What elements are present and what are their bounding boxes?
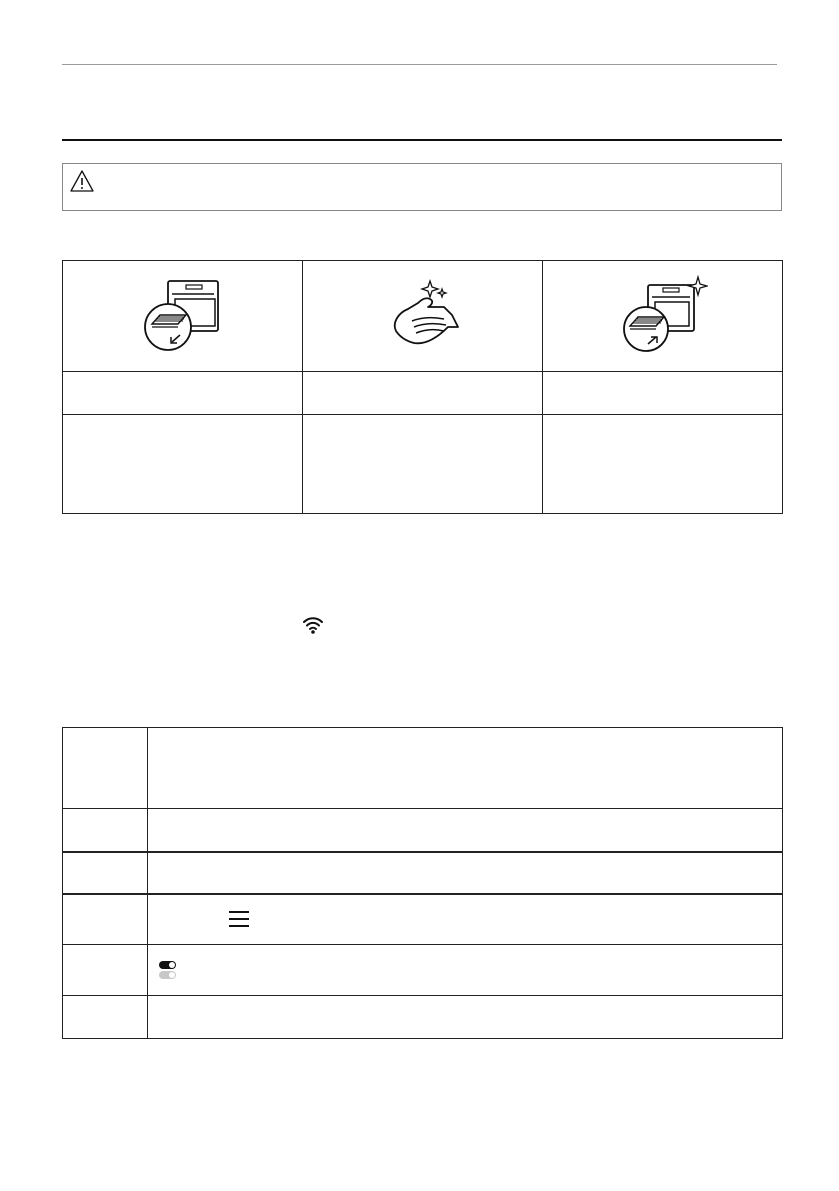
warning-box [62, 163, 782, 211]
info-row-2-value [148, 809, 783, 852]
cleaning-steps-table [62, 260, 783, 514]
section-rule [62, 139, 782, 141]
cloth-wipe-icon [378, 275, 468, 355]
info-row-2-key [63, 809, 148, 852]
warning-icon [69, 169, 95, 193]
info-row-4-key [63, 894, 148, 945]
step-3-icon-cell [543, 261, 783, 372]
step-3-description [543, 415, 783, 514]
step-1-label [63, 372, 303, 415]
info-row-6-value [148, 996, 783, 1039]
info-row-3-value [148, 852, 783, 894]
info-row-1-value [148, 728, 783, 809]
info-row-3-key [63, 852, 148, 894]
header-rule [62, 64, 777, 65]
step-2-label [303, 372, 543, 415]
oven-tray-insert-icon [618, 275, 708, 355]
oven-tray-remove-icon [138, 275, 228, 355]
step-1-icon-cell [63, 261, 303, 372]
info-row-1-key [63, 728, 148, 809]
info-row-6-key [63, 996, 148, 1039]
info-row-4-cell [148, 894, 783, 945]
step-2-description [303, 415, 543, 514]
toggle-icon [158, 960, 178, 980]
step-3-label [543, 372, 783, 415]
wifi-icon [303, 616, 323, 634]
menu-icon [228, 910, 250, 928]
step-1-description [63, 415, 303, 514]
step-2-icon-cell [303, 261, 543, 372]
info-row-5-cell [148, 945, 783, 996]
settings-info-table [62, 727, 783, 1039]
info-row-5-key [63, 945, 148, 996]
